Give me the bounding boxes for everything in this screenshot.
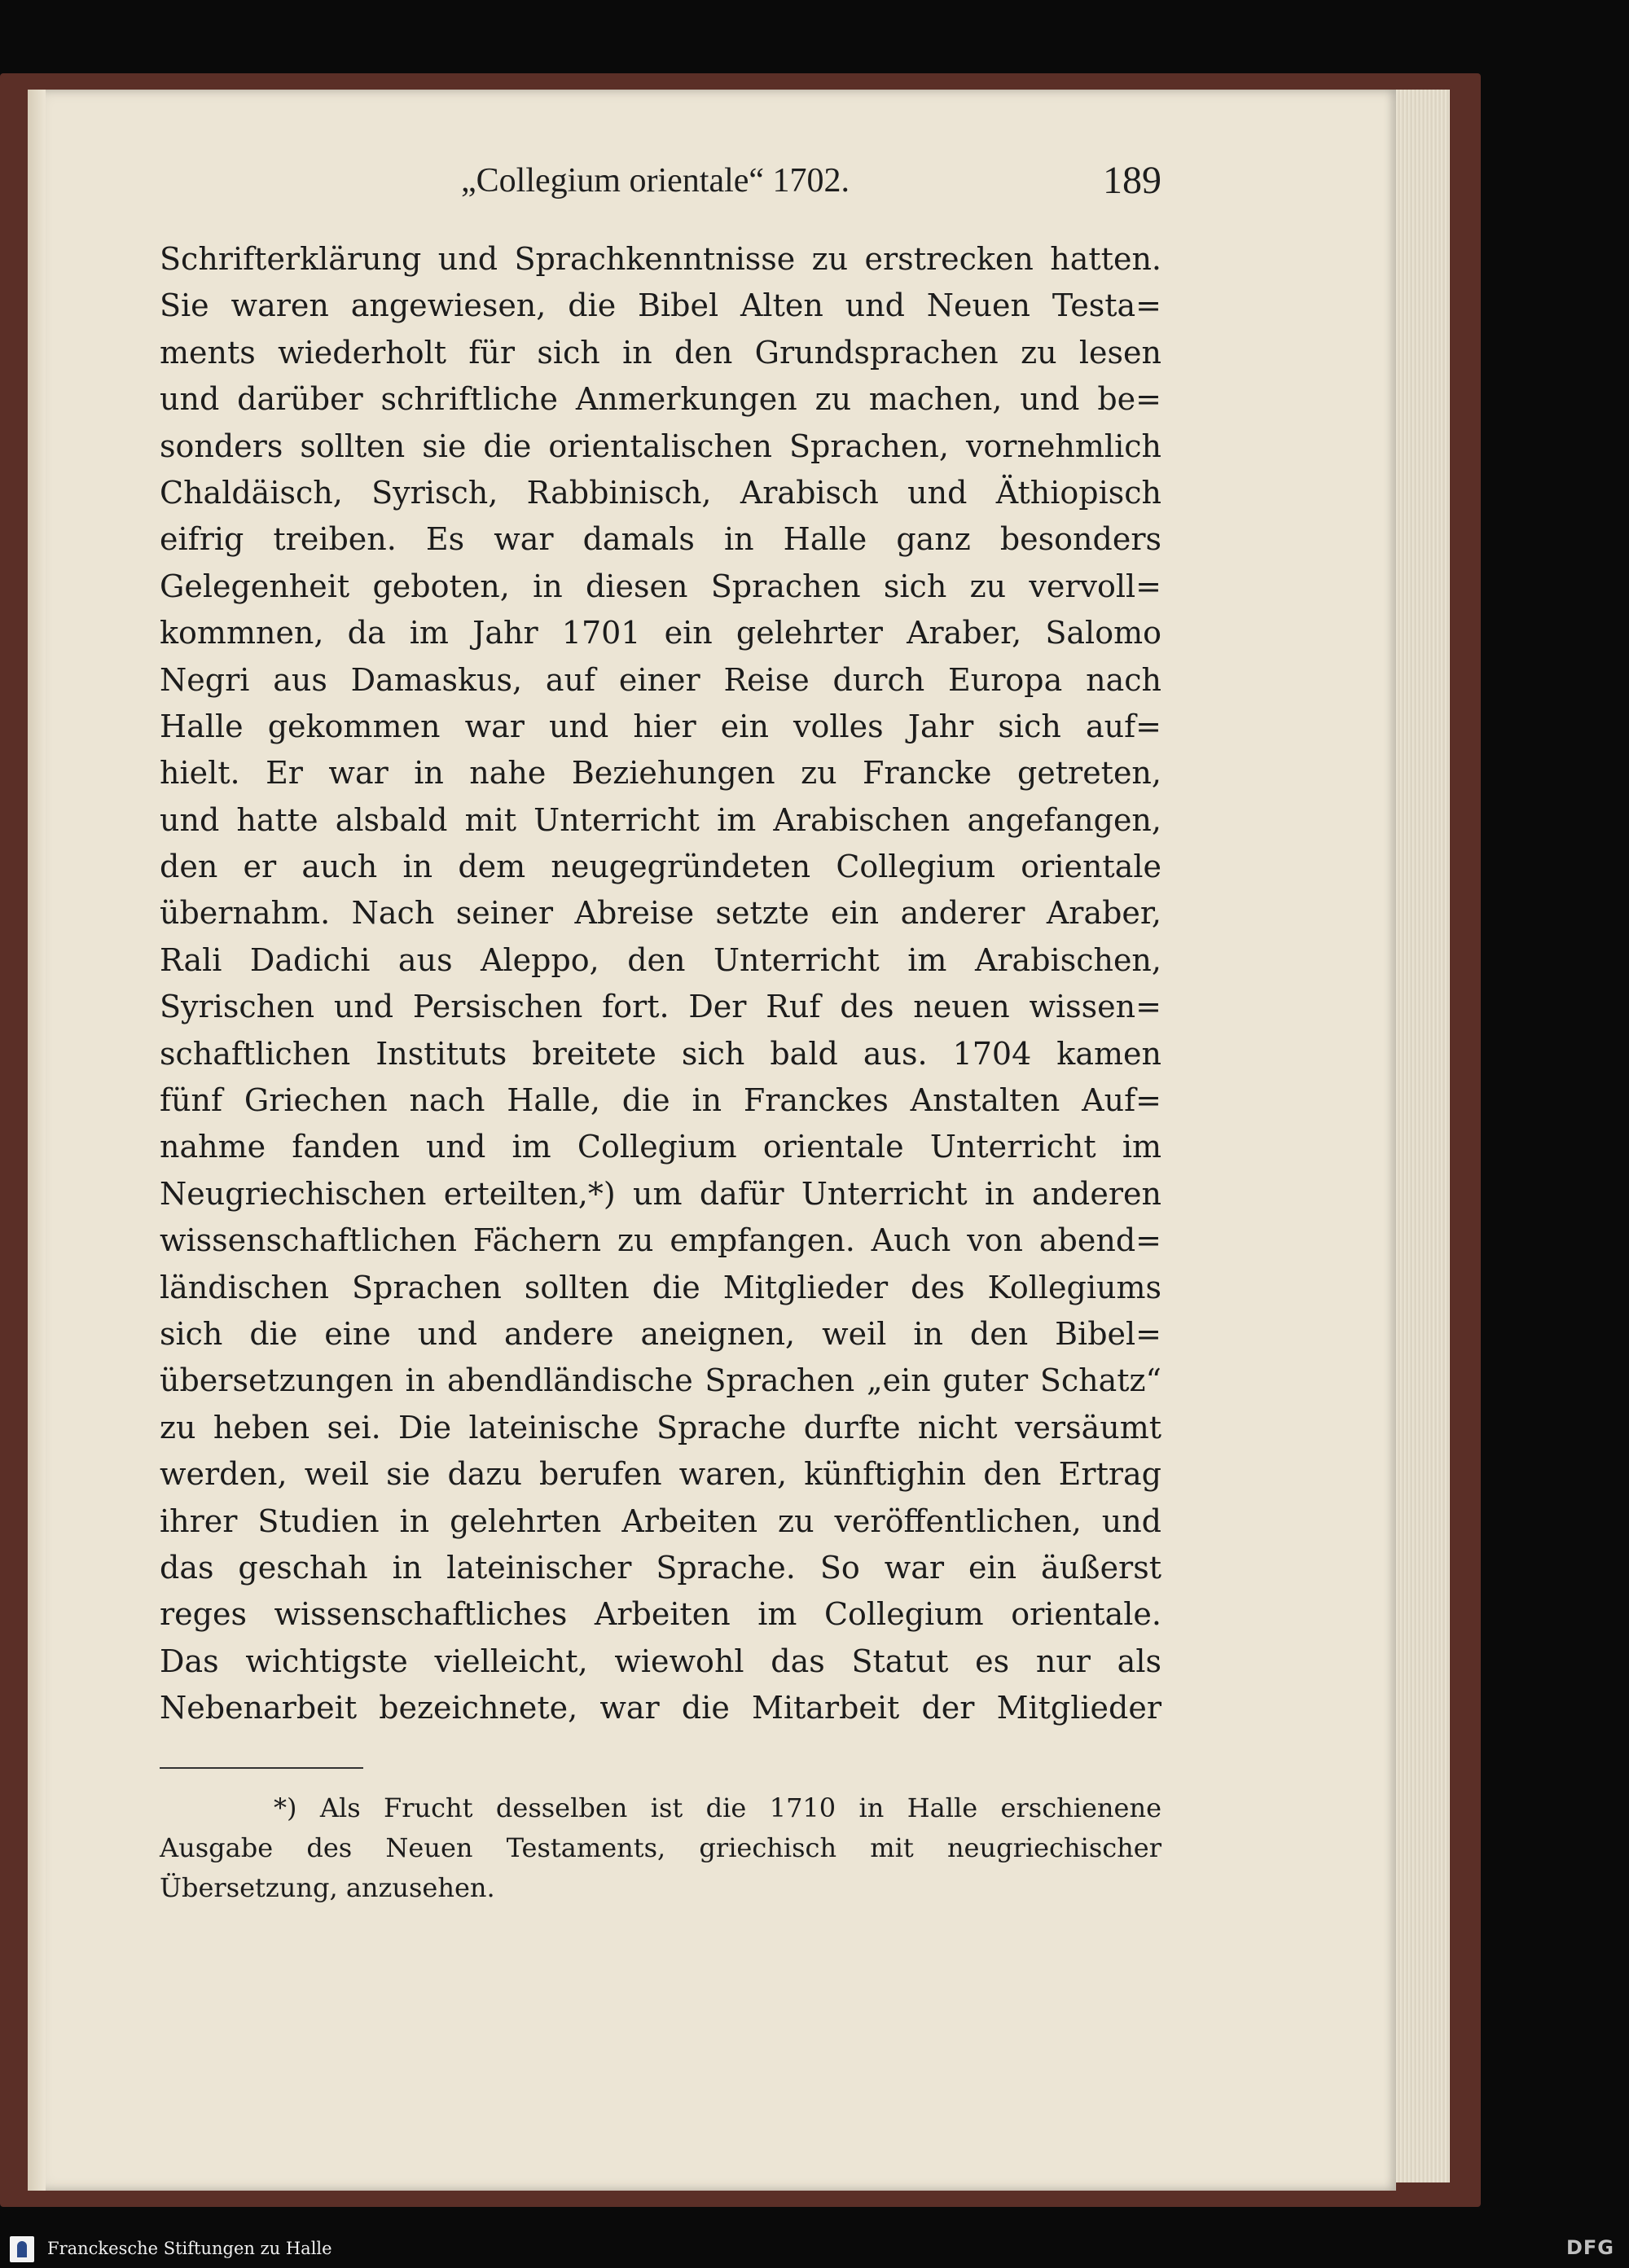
text-line: Negri aus Damaskus, auf einer Reise durch Europa nach [160,661,1161,698]
text-line: und hatte alsbald mit Unterricht im Arabischen angefangen, [160,801,1161,838]
text-line: Neugriechischen erteilten,*) um dafür Unterricht in anderen [160,1175,1161,1212]
text-line: Syrischen und Persischen fort. Der Ruf des neuen wissen= [160,989,1161,1025]
text-line: zu heben sei. Die lateinische Sprache durfte nicht versäumt [160,1409,1161,1445]
footnote-rule [160,1767,363,1769]
text-line: Das wichtigste vielleicht, wiewohl das Statut es nur als [160,1643,1161,1679]
text-line: und darüber schriftliche Anmerkungen zu machen, und be= [160,381,1161,418]
text-line: Schrifterklärung und Sprachkenntnisse zu erstrecken hatten. [160,241,1161,277]
text-line: Rali Dadichi aus Aleppo, den Unterricht im Arabischen, [160,941,1161,978]
footnote-line: Übersetzung, anzusehen. [160,1872,495,1903]
text-line: Gelegenheit geboten, in diesen Sprachen sich zu vervoll= [160,568,1161,604]
text-line: Halle gekommen war und hier ein volles Jahr sich auf= [160,708,1161,744]
viewer-footer [0,2231,1629,2268]
body-text [160,236,1161,1732]
institution-name: Franckesche Stiftungen zu Halle [47,2239,332,2258]
text-line: wissenschaftlichen Fächern zu empfangen. Auch von abend= [160,1222,1161,1259]
text-line: eifrig treiben. Es war damals in Halle ganz besonders [160,521,1161,558]
text-line: sich die eine und andere aneignen, weil in den Bibel= [160,1315,1161,1352]
footnote-line: *) Als Frucht desselben ist die 1710 in Halle erschienene [274,1792,1161,1823]
text-line: nahme fanden und im Collegium orientale Unterricht im [160,1129,1161,1165]
text-line: hielt. Er war in nahe Beziehungen zu Francke getreten, [160,755,1161,792]
text-line: sonders sollten sie die orientalischen Sprachen, vornehmlich [160,428,1161,464]
institution-logo-icon [10,2236,34,2262]
text-line: Sie waren angewiesen, die Bibel Alten und Neuen Testa= [160,287,1161,324]
text-line: ihrer Studien in gelehrten Arbeiten zu veröffentlichen, und [160,1502,1161,1539]
running-title: „Collegium orientale“ 1702. [461,162,850,200]
text-line: Nebenarbeit bezeichnete, war die Mitarbeit der Mitglieder [160,1690,1161,1726]
text-line: ments wiederholt für sich in den Grundsprachen zu lesen [160,334,1161,371]
text-line: werden, weil sie dazu berufen waren, künftighin den Ertrag [160,1456,1161,1493]
text-line: den er auch in dem neugegründeten Collegium orientale [160,849,1161,885]
footnote [160,1788,1161,1908]
text-line: ländischen Sprachen sollten die Mitglieder des Kollegiums [160,1269,1161,1305]
dfg-logo: DFG [1565,2236,1614,2259]
text-line: übernahm. Nach seiner Abreise setzte ein anderer Araber, [160,895,1161,932]
page-number: 189 [1103,159,1161,202]
text-line: übersetzungen in abendländische Sprachen „ein guter Schatz“ [160,1362,1161,1399]
text-line: kommnen, da im Jahr 1701 ein gelehrter Araber, Salomo [160,615,1161,651]
text-line: schaftlichen Instituts breitete sich bald aus. 1704 kamen [160,1035,1161,1072]
text-line: fünf Griechen nach Halle, die in Franckes Anstalten Auf= [160,1082,1161,1119]
text-line: das geschah in lateinischer Sprache. So war ein äußerst [160,1549,1161,1586]
text-line: Chaldäisch, Syrisch, Rabbinisch, Arabisch und Äthiopisch [160,474,1161,511]
text-line: reges wissenschaftliches Arbeiten im Collegium orientale. [160,1596,1161,1633]
page-gutter [28,90,46,2191]
footnote-line: Ausgabe des Neuen Testaments, griechisch mit neugriechischer [160,1832,1161,1863]
page-header [160,153,1161,210]
